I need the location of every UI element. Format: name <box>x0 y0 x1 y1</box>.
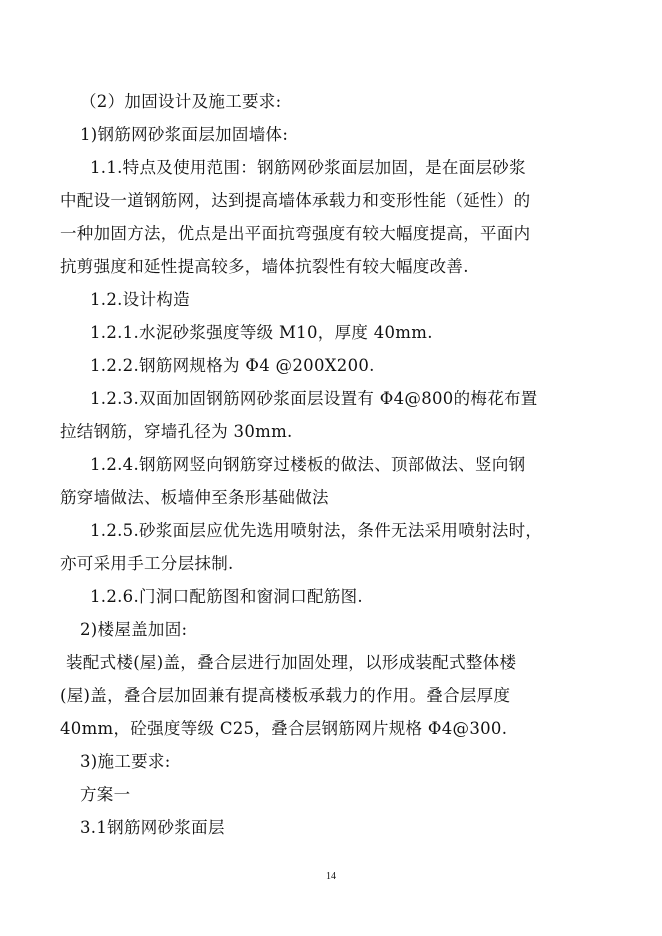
subsection-heading-3: 3)施工要求: <box>80 752 171 771</box>
item-1-2-5-line-2: 亦可采用手工分层抹制. <box>60 554 234 573</box>
subsection-heading-1: 1)钢筋网砂浆面层加固墙体: <box>80 125 289 144</box>
paragraph-1-1-line-1: 1.1.特点及使用范围：钢筋网砂浆面层加固，是在面层砂浆 <box>90 158 526 177</box>
paragraph-1-1-line-4: 抗剪强度和延性提高较多，墙体抗裂性有较大幅度改善. <box>60 257 469 276</box>
item-1-2-1: 1.2.1.水泥砂浆强度等级 M10，厚度 40mm. <box>90 323 433 342</box>
heading-1-2: 1.2.设计构造 <box>90 290 190 309</box>
item-1-2-5-line-1: 1.2.5.砂浆面层应优先选用喷射法，条件无法采用喷射法时， <box>90 521 543 540</box>
item-1-2-4-line-1: 1.2.4.钢筋网竖向钢筋穿过楼板的做法、顶部做法、竖向钢 <box>90 455 526 474</box>
plan-heading: 方案一 <box>80 785 131 804</box>
heading-3-1: 3.1钢筋网砂浆面层 <box>80 818 225 837</box>
paragraph-1-1-line-2: 中配设一道钢筋网，达到提高墙体承载力和变形性能（延性）的 <box>60 191 531 210</box>
paragraph-2-line-2: (屋)盖，叠合层加固兼有提高楼板承载力的作用。叠合层厚度 <box>60 686 511 705</box>
paragraph-2-line-3: 40mm，砼强度等级 C25，叠合层钢筋网片规格 Φ4@300. <box>60 719 508 738</box>
item-1-2-4-line-2: 筋穿墙做法、板墙伸至条形基础做法 <box>60 488 329 507</box>
item-1-2-3-line-2: 拉结钢筋，穿墙孔径为 30mm. <box>60 422 293 441</box>
paragraph-1-1-line-3: 一种加固方法，优点是出平面抗弯强度有较大幅度提高，平面内 <box>60 224 531 243</box>
subsection-heading-2: 2)楼屋盖加固: <box>80 620 188 639</box>
item-1-2-3-line-1: 1.2.3.双面加固钢筋网砂浆面层设置有 Φ4@800的梅花布置 <box>90 389 538 408</box>
section-heading-2: （2）加固设计及施工要求: <box>80 92 282 111</box>
item-1-2-6: 1.2.6.门洞口配筋图和窗洞口配筋图. <box>90 587 363 606</box>
item-1-2-2: 1.2.2.钢筋网规格为 Φ4 @200X200. <box>90 356 375 375</box>
paragraph-2-line-1: 装配式楼(屋)盖，叠合层进行加固处理，以形成装配式整体楼 <box>66 653 517 672</box>
page-number: 14 <box>326 871 336 882</box>
